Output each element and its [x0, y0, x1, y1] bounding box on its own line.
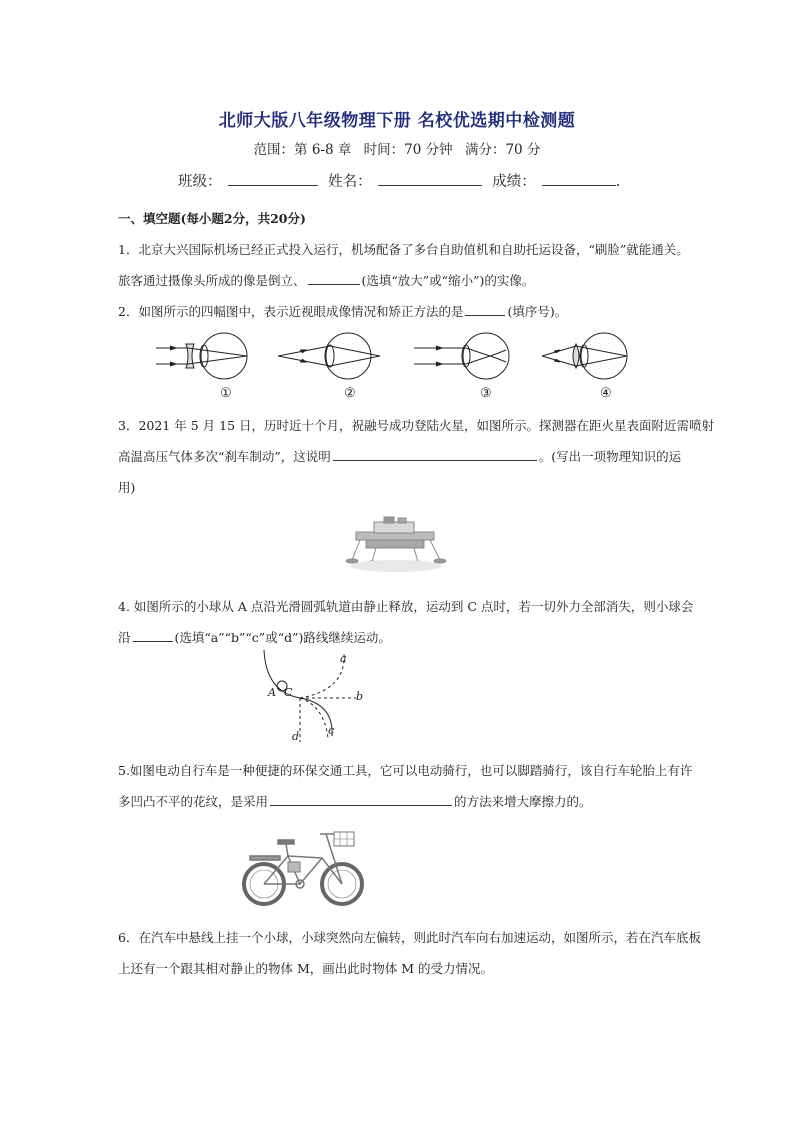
mars-lander-image	[346, 514, 446, 576]
q3-text-b: 。(写出一项物理知识的运	[538, 449, 682, 464]
q6-line2: 上还有一个跟其相对静止的物体 M，画出此时物体 M 的受力情况。	[118, 961, 494, 976]
q4-text-a: 沿	[118, 630, 131, 645]
q3-line2	[118, 447, 682, 465]
q1-text-a: 旅客通过摄像头所成的像是倒立、	[118, 273, 306, 288]
q1-line1: 1．北京大兴国际机场已经正式投入运行，机场配备了多台自助值机和自助托运设备，“刷脸”就能通关。	[118, 242, 689, 257]
label-a: a	[340, 652, 347, 665]
label-c: c	[328, 724, 335, 737]
student-info-line	[178, 170, 620, 191]
q2-text-a: 2．如图所示的四幅图中，表示近视眼成像情况和矫正方法的是	[118, 304, 464, 319]
eye-label-2: ②	[344, 386, 356, 401]
eye-label-4: ④	[600, 386, 612, 401]
exam-score: 满分：70 分	[464, 142, 541, 158]
q1-text-b: (选填“放大”或“缩小”)的实像。	[361, 273, 535, 288]
q4-line2	[118, 628, 678, 646]
q1-answer-blank[interactable]	[308, 272, 360, 285]
q6-line1: 6．在汽车中悬线上挂一个小球，小球突然向左偏转，则此时汽车向右加速运动，如图所示，若在汽车底板	[118, 930, 701, 945]
class-label: 班级：	[178, 174, 222, 190]
section-heading: 一、填空题(每小题2分，共20分)	[118, 211, 306, 226]
label-d: d	[292, 730, 300, 743]
exam-meta	[0, 138, 794, 158]
q2-text-b: (填序号)。	[507, 304, 568, 319]
q2-line1	[118, 302, 678, 320]
q3-line3: 用)	[118, 480, 136, 495]
q5-line1: 5.如图电动自行车是一种便捷的环保交通工具，它可以电动骑行，也可以脚踏骑行，该自行车轮胎上有许	[118, 763, 693, 778]
grade-label: 成绩：	[492, 174, 536, 190]
q4-answer-blank[interactable]	[133, 629, 173, 642]
eye-label-1: ①	[220, 386, 232, 401]
q1-line2	[118, 271, 678, 289]
q3-text-a: 高温高压气体多次“刹车制动”，这说明	[118, 449, 331, 464]
arc-track-diagram	[256, 650, 376, 746]
name-label: 姓名：	[328, 174, 372, 190]
path-a	[300, 654, 344, 698]
grade-end: .	[615, 174, 621, 190]
eye-diagram-4	[542, 333, 627, 379]
eye-diagram-1	[156, 333, 247, 379]
q2-answer-blank[interactable]	[465, 303, 505, 316]
exam-time: 时间：70 分钟	[363, 142, 453, 158]
q4-line1: 4. 如图所示的小球从 A 点沿光滑圆弧轨道由静止释放，运动到 C 点时，若一切外力全部消失，则小球会	[118, 599, 694, 614]
path-c	[300, 698, 328, 738]
q5-text-a: 多凹凸不平的花纹，是采用	[118, 794, 269, 809]
name-blank[interactable]	[378, 171, 482, 186]
grade-blank[interactable]	[542, 171, 616, 186]
q4-text-b: (选填“a”“b”“c”或“d”)路线继续运动。	[174, 630, 391, 645]
eye-diagrams	[150, 328, 650, 402]
electric-bicycle-image	[240, 820, 366, 912]
label-point-C: C	[284, 686, 293, 699]
eye-label-3: ③	[480, 386, 492, 401]
eye-diagram-2	[278, 333, 380, 379]
q5-text-b: 的方法来增大摩擦力的。	[454, 794, 592, 809]
eye-diagram-3	[414, 333, 509, 379]
q5-line2	[118, 792, 678, 810]
class-blank[interactable]	[228, 171, 318, 186]
exam-range: 范围：第 6-8 章	[253, 142, 352, 158]
label-b: b	[356, 690, 364, 703]
q3-answer-blank[interactable]	[333, 448, 537, 461]
q3-line1: 3．2021 年 5 月 15 日，历时近十个月，祝融号成功登陆火星，如图所示。探测器在距火星表面附近需喷射	[118, 418, 714, 433]
q5-answer-blank[interactable]	[270, 793, 452, 806]
page-title: 北师大版八年级物理下册 名校优选期中检测题	[218, 111, 576, 131]
label-point-A: A	[268, 686, 276, 699]
